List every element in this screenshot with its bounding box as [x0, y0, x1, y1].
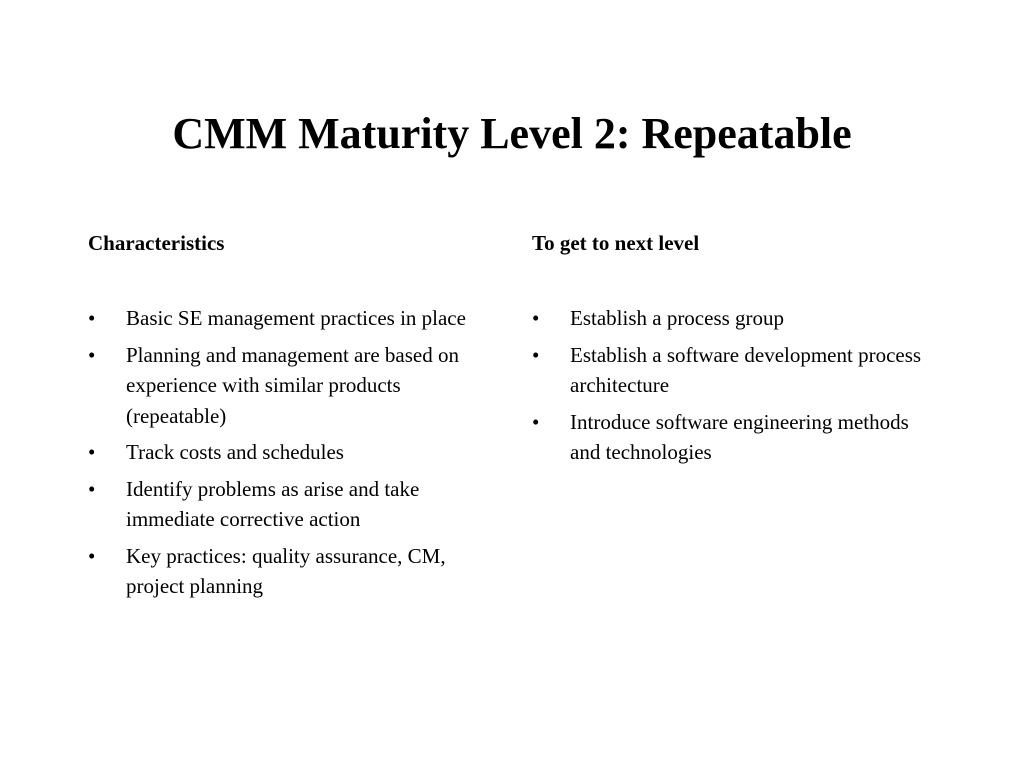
next-level-list [532, 303, 942, 474]
bullet-icon: • [88, 342, 96, 367]
list-item [88, 541, 498, 602]
list-item [88, 340, 498, 432]
list-item [532, 407, 942, 468]
list-item [88, 303, 498, 334]
list-item-text: Establish a software development process architecture [570, 342, 922, 397]
characteristics-column [88, 229, 498, 598]
next-level-column [532, 229, 942, 464]
bullet-icon: • [88, 306, 96, 330]
bullet-icon: • [532, 306, 540, 330]
list-item [88, 437, 498, 468]
list-item [88, 474, 498, 535]
list-item-text: Identify problems as arise and take immediate corrective action [126, 476, 420, 531]
list-item-text: Planning and management are based on experience with similar products (repeatable) [126, 342, 459, 428]
list-item-text: Introduce software engineering methods and technologies [570, 409, 909, 464]
list-item [532, 340, 942, 401]
list-item-text: Establish a process group [570, 306, 785, 330]
bullet-icon: • [532, 409, 540, 434]
list-item-text: Track costs and schedules [126, 440, 344, 464]
list-item-text: Basic SE management practices in place [126, 306, 466, 330]
bullet-icon: • [88, 440, 96, 464]
characteristics-heading: Characteristics [88, 231, 225, 255]
characteristics-list [88, 303, 498, 608]
bullet-icon: • [88, 476, 96, 501]
bullet-icon: • [88, 543, 96, 568]
bullet-icon: • [532, 342, 540, 367]
next-level-heading: To get to next level [532, 231, 700, 255]
list-item [532, 303, 942, 334]
slide-title: CMM Maturity Level 2: Repeatable [172, 109, 852, 158]
list-item-text: Key practices: quality assurance, CM, project planning [126, 543, 446, 598]
